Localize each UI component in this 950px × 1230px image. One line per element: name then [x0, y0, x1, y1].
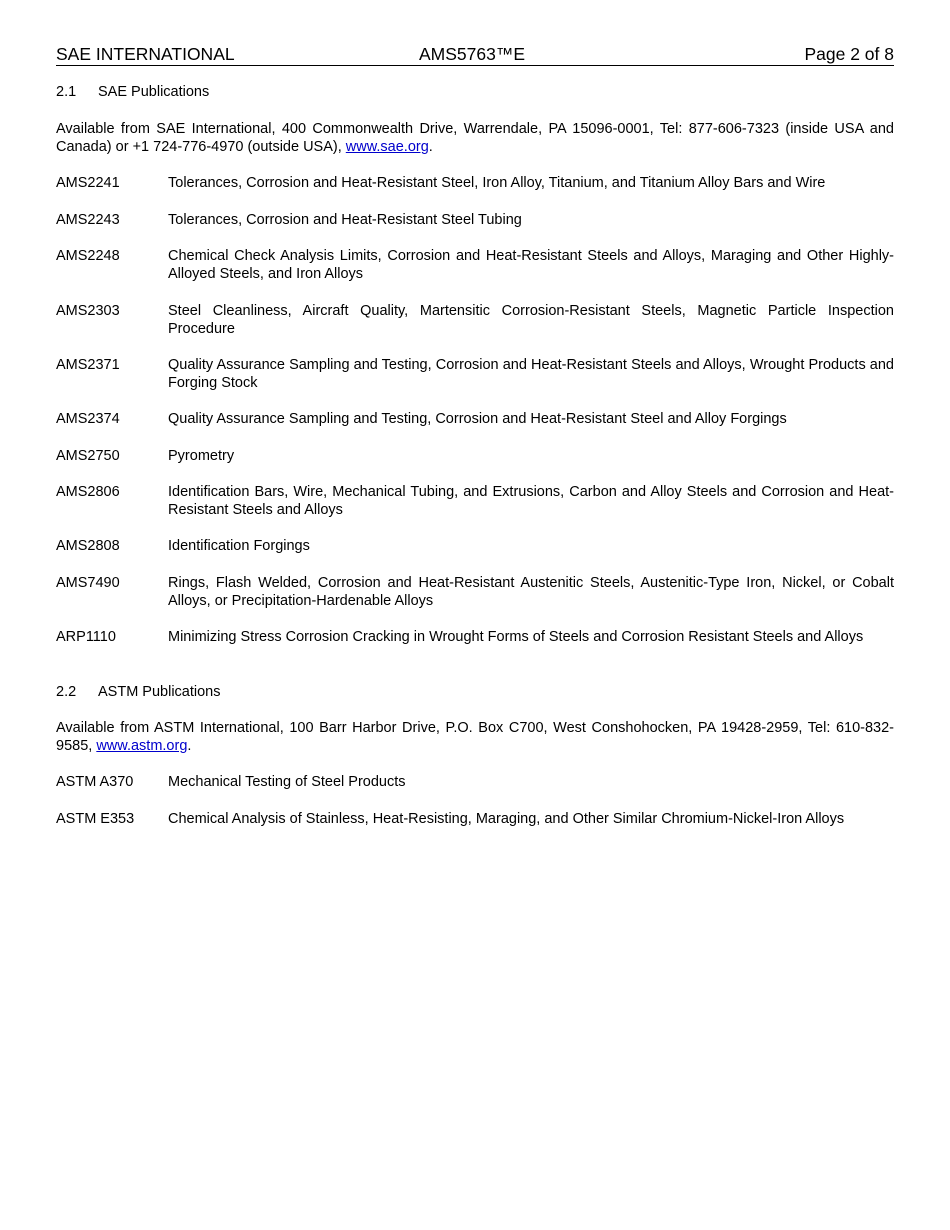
reference-title: Tolerances, Corrosion and Heat-Resistant Steel, Iron Alloy, Titanium, and Titanium Alloy Bars and Wire — [168, 175, 826, 191]
reference-code: ASTM E353 — [56, 811, 135, 827]
reference-code: AMS2371 — [56, 357, 120, 373]
period: . — [428, 139, 433, 155]
reference-entry — [56, 574, 894, 610]
header-page-number: Page 2 of 8 — [804, 44, 894, 64]
period: . — [187, 738, 192, 754]
reference-title: Identification Bars, Wire, Mechanical Tubing, and Extrusions, Carbon and Alloy Steels and Corrosion and Heat-Resistant Steels and Alloys — [168, 484, 894, 518]
reference-entry — [56, 302, 894, 338]
reference-entry — [56, 211, 894, 229]
reference-title: Identification Forgings — [168, 538, 310, 554]
astm-website-link[interactable]: www.astm.org — [96, 738, 188, 754]
reference-title: Quality Assurance Sampling and Testing, Corrosion and Heat-Resistant Steels and Alloys, Wrought Products and Forging Stock — [168, 357, 894, 391]
reference-code: ASTM A370 — [56, 774, 134, 790]
reference-entry — [56, 773, 894, 791]
reference-entry — [56, 810, 894, 828]
reference-code: AMS2374 — [56, 411, 120, 427]
reference-title: Minimizing Stress Corrosion Cracking in Wrought Forms of Steels and Corrosion Resistant Steels and Alloys — [168, 629, 864, 645]
reference-title: Pyrometry — [168, 448, 235, 464]
sae-website-link[interactable]: www.sae.org — [345, 139, 429, 155]
reference-entry — [56, 447, 894, 465]
availability-text: Available from ASTM International, 100 Barr Harbor Drive, P.O. Box C700, West Conshohocken, PA 19428-2959, Tel: 610-832-9585, — [56, 720, 894, 754]
reference-entry — [56, 247, 894, 283]
reference-code: ARP1110 — [56, 629, 116, 645]
section-number: 2.1 — [56, 84, 77, 100]
astm-availability-paragraph — [56, 719, 894, 755]
section-heading-astm — [56, 683, 221, 701]
section-number: 2.2 — [56, 684, 77, 700]
section-heading-sae — [56, 83, 209, 101]
reference-title: Tolerances, Corrosion and Heat-Resistant Steel Tubing — [168, 212, 522, 228]
reference-title: Chemical Analysis of Stainless, Heat-Resisting, Maraging, and Other Similar Chromium-Nickel-Iron Alloys — [168, 811, 845, 827]
reference-code: AMS2808 — [56, 538, 120, 554]
reference-entry — [56, 537, 894, 555]
reference-code: AMS2806 — [56, 484, 120, 500]
section-title: SAE Publications — [98, 84, 210, 100]
reference-code: AMS2241 — [56, 175, 120, 191]
reference-code: AMS7490 — [56, 575, 120, 591]
availability-text: Available from SAE International, 400 Commonwealth Drive, Warrendale, PA 15096-0001, Tel: 877-606-7323 (inside USA and Canada) or +1 724-776-4970 (outside USA), — [56, 121, 894, 155]
reference-entry — [56, 628, 894, 646]
page-header — [56, 44, 894, 66]
sae-availability-paragraph — [56, 120, 894, 156]
reference-code: AMS2750 — [56, 448, 120, 464]
section-title: ASTM Publications — [98, 684, 221, 700]
reference-entry — [56, 174, 894, 192]
reference-entry — [56, 356, 894, 392]
reference-code: AMS2243 — [56, 212, 120, 228]
header-organization: SAE INTERNATIONAL — [56, 44, 235, 64]
reference-title: Rings, Flash Welded, Corrosion and Heat-Resistant Austenitic Steels, Austenitic-Type Iron, Nickel, or Cobalt Alloys, or Precipitation-Hardenable Alloys — [168, 575, 894, 609]
reference-title: Steel Cleanliness, Aircraft Quality, Martensitic Corrosion-Resistant Steels, Magnetic Particle Inspection Procedure — [168, 303, 894, 337]
reference-title: Quality Assurance Sampling and Testing, Corrosion and Heat-Resistant Steel and Alloy Forgings — [168, 411, 787, 427]
reference-code: AMS2303 — [56, 303, 120, 319]
header-document-number: AMS5763™E — [419, 44, 526, 64]
reference-entry — [56, 483, 894, 519]
reference-code: AMS2248 — [56, 248, 120, 264]
reference-entry — [56, 410, 894, 428]
reference-title: Chemical Check Analysis Limits, Corrosion and Heat-Resistant Steels and Alloys, Maraging and Other Highly-Alloyed Steels, and Iron Alloys — [168, 248, 894, 282]
reference-title: Mechanical Testing of Steel Products — [168, 774, 406, 790]
